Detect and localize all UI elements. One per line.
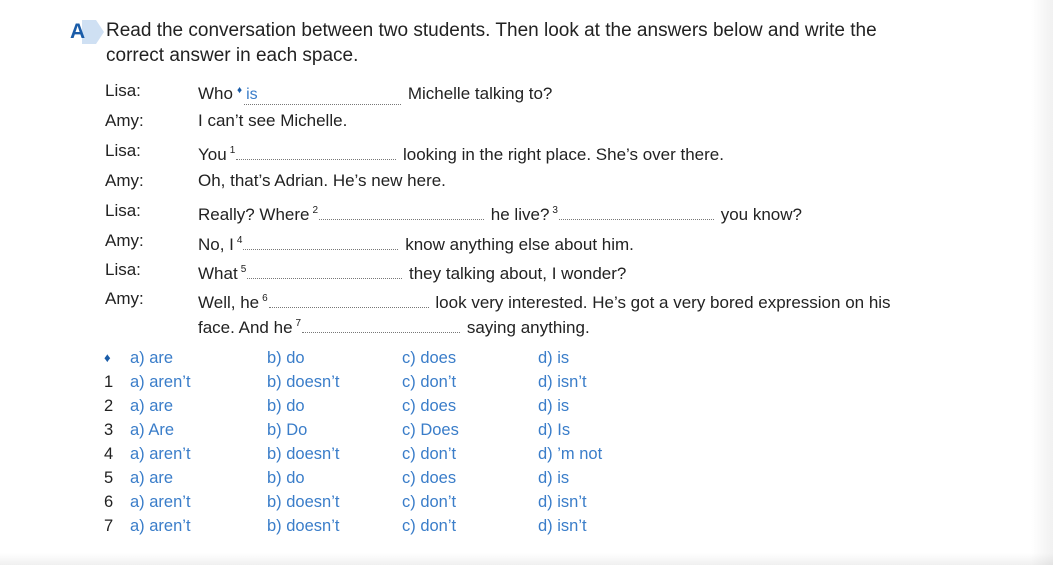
answer-blank-6[interactable] [269,289,429,308]
page-edge [1031,0,1053,565]
option-a[interactable]: a) aren’t [130,373,191,391]
text-segment: saying anything. [466,318,590,337]
gap-number: 2 [312,205,319,216]
answer-blank-7[interactable] [302,314,460,333]
option-b[interactable]: b) doesn’t [267,517,340,535]
exercise-badge [66,20,104,44]
text-segment: Really? Where [198,205,310,224]
line-text: Oh, that’s Adrian. He’s new here. [198,171,446,190]
option-a[interactable]: a) aren’t [130,445,191,463]
text-segment: look very interested. He’s got a very bored expression on his [435,293,891,312]
instruction-line-2: correct answer in each space. [106,45,359,66]
answer-blank-2[interactable] [319,201,484,220]
question-number: 1 [104,373,114,391]
option-d[interactable]: d) is [538,397,570,415]
option-b[interactable]: b) doesn’t [267,373,340,391]
option-c[interactable]: c) does [402,397,457,415]
option-b[interactable]: b) do [267,469,305,487]
option-a[interactable]: a) aren’t [130,493,191,511]
answer-blank-3[interactable] [559,201,714,220]
page-shadow [0,553,1053,565]
option-a[interactable]: a) aren’t [130,517,191,535]
line-text [198,138,724,168]
speaker-name: Lisa: [105,141,141,160]
text-segment: What [198,264,238,283]
question-number: 4 [104,445,114,463]
speaker-name: Lisa: [105,260,141,279]
option-c[interactable]: c) Does [402,421,459,439]
gap-number: 6 [262,293,268,304]
line-text [198,228,634,258]
option-d[interactable]: d) Is [538,421,571,439]
speaker-name: Lisa: [105,201,141,220]
option-d[interactable]: d) isn’t [538,373,587,391]
instruction-line-1: Read the conversation between two students. Then look at the answers below and write the [106,20,877,41]
diamond-icon: ♦ [104,350,111,365]
instructions [106,18,966,68]
speaker-name: Amy: [105,111,144,130]
example-answer-blank[interactable]: is [244,86,401,105]
option-a[interactable]: a) are [130,397,174,415]
option-b[interactable]: b) doesn’t [267,445,340,463]
text-segment: You [198,145,227,164]
option-c[interactable]: c) don’t [402,373,457,391]
answer-blank-5[interactable] [247,260,402,279]
option-d[interactable]: d) ’m not [538,445,603,463]
line-text: I can’t see Michelle. [198,111,348,130]
speaker-name: Amy: [105,171,144,190]
gap-number: 4 [236,235,243,246]
speaker-name: Amy: [105,289,144,308]
option-b[interactable]: b) do [267,349,305,367]
question-number: 3 [104,421,114,439]
text-segment: know anything else about him. [405,235,634,254]
text-segment: No, I [198,235,234,254]
option-c[interactable]: c) don’t [402,493,457,511]
text-segment: Well, he [198,293,260,312]
option-a[interactable]: a) are [130,349,174,367]
answer-blank-4[interactable] [243,231,398,250]
question-number: 7 [104,517,114,535]
option-c[interactable]: c) don’t [402,517,457,535]
text-segment: they talking about, I wonder? [408,264,627,283]
line-text [198,198,802,228]
option-b[interactable]: b) doesn’t [267,493,340,511]
option-c[interactable]: c) don’t [402,445,457,463]
option-a[interactable]: a) are [130,469,174,487]
option-d[interactable]: d) is [538,349,570,367]
question-number: 6 [104,493,114,511]
answer-blank-1[interactable] [236,141,396,160]
option-d[interactable]: d) is [538,469,570,487]
text-segment: face. And he [198,318,293,337]
gap-number: 5 [240,264,247,275]
line-text [198,257,626,287]
option-c[interactable]: c) does [402,469,457,487]
option-b[interactable]: b) Do [267,421,308,439]
example-diamond-icon: ♦ [236,85,243,96]
gap-number: 1 [229,145,236,156]
text-segment: looking in the right place. She’s over there. [402,145,724,164]
speaker-name: Lisa: [105,81,141,100]
line-text [198,311,590,341]
gap-number: 3 [552,205,558,216]
option-a[interactable]: a) Are [130,421,175,439]
option-b[interactable]: b) do [267,397,305,415]
speaker-name: Amy: [105,231,144,250]
text-segment: Michelle talking to? [407,84,553,103]
option-c[interactable]: c) does [402,349,457,367]
option-d[interactable]: d) isn’t [538,517,587,535]
text-segment: you know? [720,205,802,224]
line-text [198,78,552,107]
question-number: 5 [104,469,114,487]
gap-number: 7 [295,318,302,329]
exercise-label: A [70,20,86,43]
text-segment: Who [198,84,233,103]
text-segment: he live? [490,205,550,224]
question-number: 2 [104,397,114,415]
option-d[interactable]: d) isn’t [538,493,587,511]
